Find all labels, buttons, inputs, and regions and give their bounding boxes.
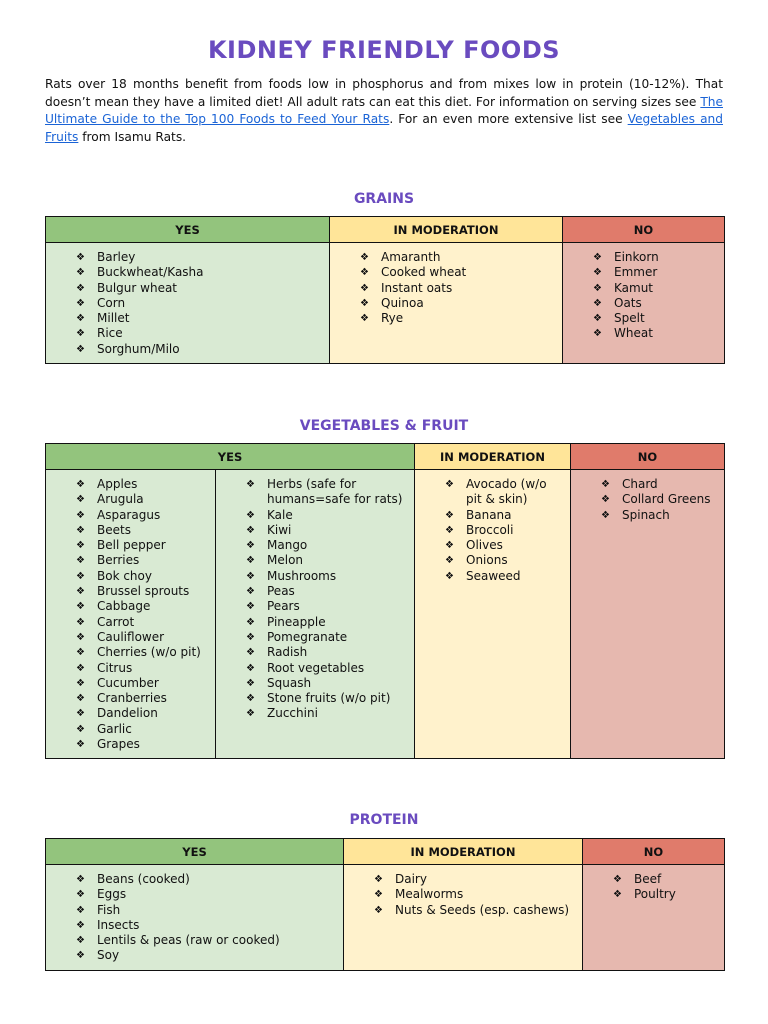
grains-no-header: NO [563,217,725,243]
intro-paragraph [45,76,723,146]
vegetables-moderation-item: ❖ Seaweed [445,569,566,584]
intro-text: from Isamu Rats. [78,129,187,144]
vegetables-yes-list [246,477,410,722]
grains-yes-item: ❖ Millet [76,311,325,326]
vegetables-yes-item: ❖ Beets [76,523,211,538]
vegetables-yes-item: ❖ Mango [246,538,410,553]
vegetables-yes-item: ❖ Peas [246,584,410,599]
vegetables-yes-item: ❖ Cranberries [76,691,211,706]
vegetables-yes-item: ❖ Mushrooms [246,569,410,584]
protein-yes-item: ❖ Insects [76,918,339,933]
grains-no-item: ❖ Emmer [593,265,720,280]
protein-yes-item: ❖ Fish [76,903,339,918]
vegetables-yes-item: ❖ Squash [246,676,410,691]
grains-no-cell [563,243,725,364]
grains-no-item: ❖ Spelt [593,311,720,326]
vegetables-yes-item: ❖ Garlic [76,722,211,737]
grains-no-list [593,250,720,342]
vegetables-yes-item: ❖ Bell pepper [76,538,211,553]
grains-no-item: ❖ Wheat [593,326,720,341]
protein-moderation-header: IN MODERATION [344,839,583,865]
vegetables-yes-item: ❖ Pomegranate [246,630,410,645]
grains-yes-item: ❖ Corn [76,296,325,311]
vegetables-yes-item: ❖ Carrot [76,615,211,630]
protein-moderation-list [374,872,578,918]
grains-moderation-item: ❖ Instant oats [360,281,558,296]
vegetables-yes-item: ❖ Berries [76,553,211,568]
vegetables-no-list [601,477,720,523]
grains-yes-list [76,250,325,357]
intro-text: . For an even more extensive list see [389,112,628,126]
vegetables-moderation-item: ❖ Onions [445,553,566,568]
grains-yes-item: ❖ Bulgur wheat [76,281,325,296]
vegetables-yes-item: ❖ Cherries (w/o pit) [76,645,211,660]
vegetables-yes-item: ❖ Pears [246,599,410,614]
vegetables-yes-item: ❖ Cauliflower [76,630,211,645]
vegetables-yes-header: YES [46,444,415,470]
grains-yes-item: ❖ Rice [76,326,325,341]
vegetables-yes-item: ❖ Kiwi [246,523,410,538]
vegetables-yes-item: ❖ Kale [246,508,410,523]
grains-yes-item: ❖ Barley [76,250,325,265]
grains-yes-cell [46,243,330,364]
vegetables-yes-cell-2 [216,470,415,759]
vegetables-no-item: ❖ Chard [601,477,720,492]
vegetables-yes-item: ❖ Radish [246,645,410,660]
protein-yes-cell [46,865,344,971]
protein-yes-item: ❖ Soy [76,948,339,963]
protein-no-list [613,872,720,903]
vegetables-yes-item: ❖ Grapes [76,737,211,752]
vegetables-yes-item: ❖ Arugula [76,492,211,507]
vegetables-moderation-item: ❖ Olives [445,538,566,553]
vegetables-moderation-list [445,477,566,584]
grains-no-item: ❖ Oats [593,296,720,311]
grains-moderation-item: ❖ Rye [360,311,558,326]
vegetables-yes-item: ❖ Melon [246,553,410,568]
protein-no-cell [583,865,725,971]
grains-yes-item: ❖ Sorghum/Milo [76,342,325,357]
grains-table [45,216,725,364]
grains-moderation-cell [330,243,563,364]
vegetables-yes-item: ❖ Apples [76,477,211,492]
protein-moderation-item: ❖ Dairy [374,872,578,887]
protein-yes-header: YES [46,839,344,865]
protein-yes-item: ❖ Beans (cooked) [76,872,339,887]
protein-no-header: NO [583,839,725,865]
vegetables-yes-item: ❖ Asparagus [76,508,211,523]
grains-moderation-item: ❖ Quinoa [360,296,558,311]
grains-yes-item: ❖ Buckwheat/Kasha [76,265,325,280]
protein-table [45,838,725,971]
vegetables-moderation-item: ❖ Avocado (w/o pit & skin) [445,477,566,508]
grains-moderation-item: ❖ Cooked wheat [360,265,558,280]
intro-text: Rats over 18 months benefit from foods low in phosphorus and from mixes low in protein (10-12%). That doesn’t mean they have a limited diet! All adult rats can eat this diet. For information on serving sizes see [45,77,723,109]
vegetables-yes-list [76,477,211,752]
vegetables-fruit-table [45,443,725,759]
vegetables-no-item: ❖ Spinach [601,508,720,523]
protein-no-item: ❖ Poultry [613,887,720,902]
vegetables-yes-cell-1 [46,470,216,759]
vegetables-yes-item: ❖ Citrus [76,661,211,676]
vegetables-no-item: ❖ Collard Greens [601,492,720,507]
vegetables-moderation-item: ❖ Banana [445,508,566,523]
protein-heading: PROTEIN [349,812,419,828]
vegetables-yes-item: ❖ Dandelion [76,706,211,721]
vegetables-fruit-heading: VEGETABLES & FRUIT [299,418,469,434]
protein-moderation-item: ❖ Mealworms [374,887,578,902]
vegetables-yes-item: ❖ Zucchini [246,706,410,721]
vegetables-no-header: NO [571,444,725,470]
grains-moderation-header: IN MODERATION [330,217,563,243]
page-title: KIDNEY FRIENDLY FOODS [207,36,561,64]
vegetables-yes-item: ❖ Cabbage [76,599,211,614]
protein-yes-list [76,872,339,964]
vegetables-and-fruits-link[interactable]: Vegetables and Fruits [45,112,723,144]
protein-no-item: ❖ Beef [613,872,720,887]
protein-moderation-item: ❖ Nuts & Seeds (esp. cashews) [374,903,578,918]
grains-no-item: ❖ Einkorn [593,250,720,265]
grains-moderation-item: ❖ Amaranth [360,250,558,265]
vegetables-yes-item: ❖ Cucumber [76,676,211,691]
vegetables-moderation-header: IN MODERATION [415,444,571,470]
protein-yes-item: ❖ Eggs [76,887,339,902]
vegetables-yes-item: ❖ Herbs (safe for humans=safe for rats) [246,477,410,508]
vegetables-moderation-item: ❖ Broccoli [445,523,566,538]
grains-no-item: ❖ Kamut [593,281,720,296]
vegetables-yes-item: ❖ Bok choy [76,569,211,584]
grains-moderation-list [360,250,558,326]
grains-yes-header: YES [46,217,330,243]
vegetables-yes-item: ❖ Root vegetables [246,661,410,676]
top-100-foods-link[interactable]: The Ultimate Guide to the Top 100 Foods to Feed Your Rats [45,94,723,126]
protein-yes-item: ❖ Lentils & peas (raw or cooked) [76,933,339,948]
vegetables-yes-item: ❖ Pineapple [246,615,410,630]
vegetables-no-cell [571,470,725,759]
vegetables-yes-item: ❖ Stone fruits (w/o pit) [246,691,410,706]
vegetables-moderation-cell [415,470,571,759]
grains-heading: GRAINS [353,191,415,207]
vegetables-yes-item: ❖ Brussel sprouts [76,584,211,599]
protein-moderation-cell [344,865,583,971]
